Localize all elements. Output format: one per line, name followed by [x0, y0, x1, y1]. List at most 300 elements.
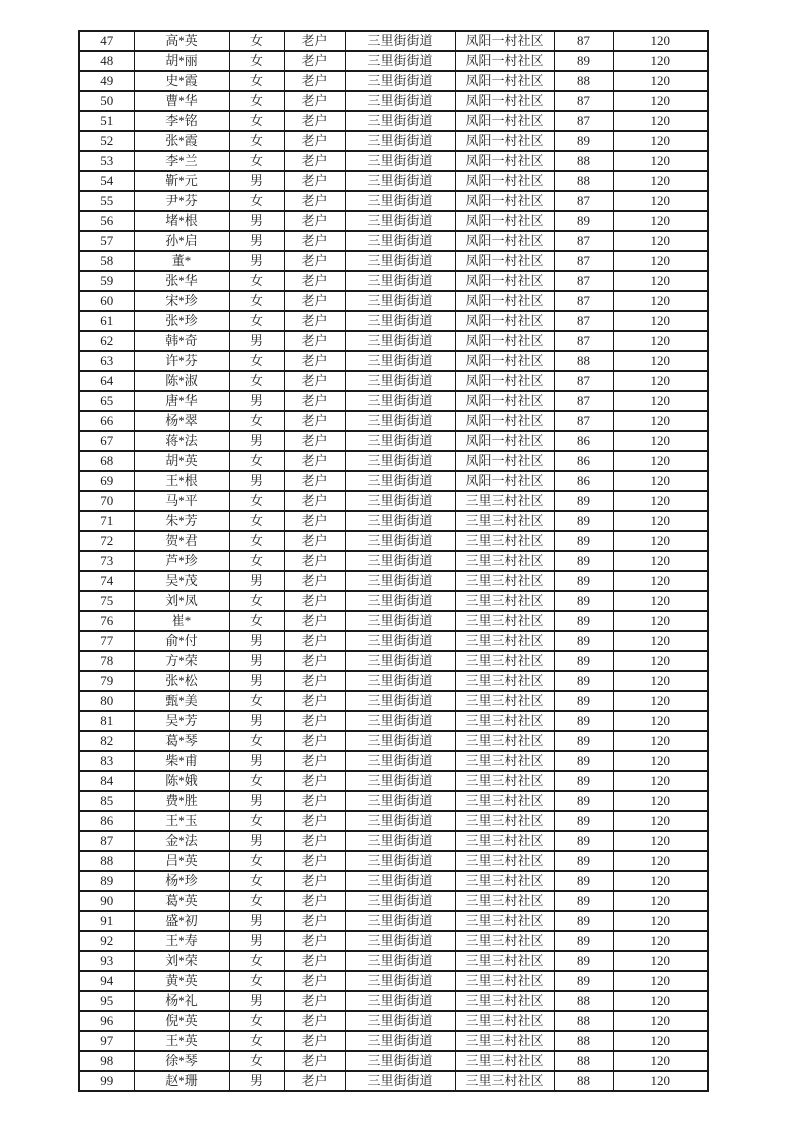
- cell-amount: 120: [613, 471, 708, 491]
- cell-community: 凤阳一村社区: [455, 251, 554, 271]
- cell-masked-name: 张*霞: [134, 131, 229, 151]
- cell-gender: 女: [229, 71, 284, 91]
- cell-row-number: 69: [79, 471, 134, 491]
- cell-amount: 120: [613, 651, 708, 671]
- cell-age: 87: [554, 331, 613, 351]
- table-row: [79, 131, 708, 151]
- cell-street: 三里街街道: [345, 731, 455, 751]
- cell-gender: 男: [229, 631, 284, 651]
- cell-community: 三里三村社区: [455, 651, 554, 671]
- cell-gender: 男: [229, 391, 284, 411]
- cell-masked-name: 芦*珍: [134, 551, 229, 571]
- cell-amount: 120: [613, 791, 708, 811]
- cell-street: 三里街街道: [345, 591, 455, 611]
- cell-age: 89: [554, 651, 613, 671]
- table-row: [79, 551, 708, 571]
- cell-community: 三里三村社区: [455, 751, 554, 771]
- cell-amount: 120: [613, 131, 708, 151]
- cell-gender: 女: [229, 191, 284, 211]
- cell-age: 87: [554, 191, 613, 211]
- cell-street: 三里街街道: [345, 791, 455, 811]
- cell-row-number: 85: [79, 791, 134, 811]
- cell-household-type: 老户: [284, 171, 345, 191]
- cell-amount: 120: [613, 611, 708, 631]
- cell-street: 三里街街道: [345, 571, 455, 591]
- cell-household-type: 老户: [284, 311, 345, 331]
- cell-gender: 男: [229, 1071, 284, 1091]
- cell-age: 89: [554, 611, 613, 631]
- cell-gender: 女: [229, 731, 284, 751]
- cell-street: 三里街街道: [345, 931, 455, 951]
- cell-household-type: 老户: [284, 851, 345, 871]
- cell-age: 89: [554, 751, 613, 771]
- table-row: [79, 231, 708, 251]
- cell-household-type: 老户: [284, 571, 345, 591]
- table-row: [79, 151, 708, 171]
- cell-amount: 120: [613, 291, 708, 311]
- cell-age: 89: [554, 831, 613, 851]
- cell-amount: 120: [613, 951, 708, 971]
- cell-gender: 女: [229, 451, 284, 471]
- cell-community: 三里三村社区: [455, 1071, 554, 1091]
- cell-age: 89: [554, 951, 613, 971]
- cell-row-number: 70: [79, 491, 134, 511]
- cell-household-type: 老户: [284, 811, 345, 831]
- table-row: [79, 871, 708, 891]
- table-row: [79, 491, 708, 511]
- cell-street: 三里街街道: [345, 531, 455, 551]
- cell-household-type: 老户: [284, 791, 345, 811]
- cell-street: 三里街街道: [345, 351, 455, 371]
- table-row: [79, 851, 708, 871]
- cell-age: 89: [554, 51, 613, 71]
- cell-row-number: 79: [79, 671, 134, 691]
- cell-row-number: 80: [79, 691, 134, 711]
- cell-amount: 120: [613, 171, 708, 191]
- cell-age: 89: [554, 571, 613, 591]
- cell-community: 三里三村社区: [455, 691, 554, 711]
- cell-gender: 女: [229, 1011, 284, 1031]
- cell-community: 凤阳一村社区: [455, 31, 554, 51]
- cell-masked-name: 堵*根: [134, 211, 229, 231]
- cell-household-type: 老户: [284, 1031, 345, 1051]
- cell-age: 88: [554, 351, 613, 371]
- cell-masked-name: 赵*珊: [134, 1071, 229, 1091]
- cell-age: 89: [554, 891, 613, 911]
- table-row: [79, 1031, 708, 1051]
- cell-masked-name: 方*荣: [134, 651, 229, 671]
- cell-household-type: 老户: [284, 411, 345, 431]
- cell-street: 三里街街道: [345, 391, 455, 411]
- cell-amount: 120: [613, 751, 708, 771]
- cell-amount: 120: [613, 1011, 708, 1031]
- cell-row-number: 84: [79, 771, 134, 791]
- cell-age: 89: [554, 131, 613, 151]
- cell-community: 三里三村社区: [455, 951, 554, 971]
- cell-household-type: 老户: [284, 611, 345, 631]
- cell-household-type: 老户: [284, 531, 345, 551]
- cell-household-type: 老户: [284, 251, 345, 271]
- table-row: [79, 671, 708, 691]
- cell-household-type: 老户: [284, 431, 345, 451]
- cell-masked-name: 崔*: [134, 611, 229, 631]
- cell-row-number: 61: [79, 311, 134, 331]
- cell-age: 87: [554, 31, 613, 51]
- cell-age: 86: [554, 431, 613, 451]
- cell-masked-name: 吕*英: [134, 851, 229, 871]
- cell-masked-name: 刘*凤: [134, 591, 229, 611]
- cell-household-type: 老户: [284, 671, 345, 691]
- cell-age: 89: [554, 791, 613, 811]
- cell-street: 三里街街道: [345, 671, 455, 691]
- cell-household-type: 老户: [284, 151, 345, 171]
- cell-street: 三里街街道: [345, 451, 455, 471]
- cell-community: 三里三村社区: [455, 731, 554, 751]
- cell-amount: 120: [613, 371, 708, 391]
- cell-masked-name: 盛*初: [134, 911, 229, 931]
- cell-gender: 男: [229, 991, 284, 1011]
- cell-gender: 女: [229, 851, 284, 871]
- table-row: [79, 291, 708, 311]
- cell-masked-name: 吴*芳: [134, 711, 229, 731]
- cell-row-number: 51: [79, 111, 134, 131]
- cell-masked-name: 胡*英: [134, 451, 229, 471]
- cell-row-number: 89: [79, 871, 134, 891]
- cell-masked-name: 高*英: [134, 31, 229, 51]
- cell-household-type: 老户: [284, 1051, 345, 1071]
- cell-household-type: 老户: [284, 731, 345, 751]
- cell-community: 三里三村社区: [455, 771, 554, 791]
- cell-street: 三里街街道: [345, 91, 455, 111]
- table-row: [79, 371, 708, 391]
- cell-masked-name: 费*胜: [134, 791, 229, 811]
- cell-masked-name: 尹*芬: [134, 191, 229, 211]
- cell-community: 凤阳一村社区: [455, 51, 554, 71]
- cell-masked-name: 贺*君: [134, 531, 229, 551]
- cell-masked-name: 徐*琴: [134, 1051, 229, 1071]
- cell-street: 三里街街道: [345, 131, 455, 151]
- cell-age: 89: [554, 551, 613, 571]
- cell-masked-name: 柴*甫: [134, 751, 229, 771]
- cell-street: 三里街街道: [345, 1011, 455, 1031]
- cell-amount: 120: [613, 491, 708, 511]
- cell-row-number: 72: [79, 531, 134, 551]
- table-row: [79, 911, 708, 931]
- cell-masked-name: 王*英: [134, 1031, 229, 1051]
- cell-gender: 男: [229, 331, 284, 351]
- cell-gender: 男: [229, 651, 284, 671]
- cell-community: 凤阳一村社区: [455, 271, 554, 291]
- cell-masked-name: 杨*翠: [134, 411, 229, 431]
- cell-masked-name: 陈*淑: [134, 371, 229, 391]
- table-row: [79, 1011, 708, 1031]
- cell-street: 三里街街道: [345, 151, 455, 171]
- cell-masked-name: 金*法: [134, 831, 229, 851]
- cell-age: 89: [554, 711, 613, 731]
- cell-row-number: 53: [79, 151, 134, 171]
- table-row: [79, 171, 708, 191]
- cell-age: 87: [554, 291, 613, 311]
- cell-amount: 120: [613, 711, 708, 731]
- cell-age: 89: [554, 631, 613, 651]
- cell-gender: 女: [229, 291, 284, 311]
- cell-household-type: 老户: [284, 871, 345, 891]
- cell-row-number: 73: [79, 551, 134, 571]
- cell-street: 三里街街道: [345, 211, 455, 231]
- cell-community: 三里三村社区: [455, 711, 554, 731]
- cell-age: 87: [554, 391, 613, 411]
- cell-community: 凤阳一村社区: [455, 451, 554, 471]
- cell-row-number: 47: [79, 31, 134, 51]
- cell-street: 三里街街道: [345, 771, 455, 791]
- cell-gender: 女: [229, 411, 284, 431]
- cell-amount: 120: [613, 71, 708, 91]
- cell-row-number: 93: [79, 951, 134, 971]
- cell-masked-name: 黄*英: [134, 971, 229, 991]
- table-row: [79, 111, 708, 131]
- cell-masked-name: 许*芬: [134, 351, 229, 371]
- cell-masked-name: 杨*珍: [134, 871, 229, 891]
- cell-gender: 男: [229, 231, 284, 251]
- cell-community: 三里三村社区: [455, 971, 554, 991]
- cell-community: 凤阳一村社区: [455, 111, 554, 131]
- cell-gender: 男: [229, 911, 284, 931]
- cell-age: 87: [554, 251, 613, 271]
- cell-row-number: 75: [79, 591, 134, 611]
- cell-amount: 120: [613, 811, 708, 831]
- cell-amount: 120: [613, 991, 708, 1011]
- cell-community: 凤阳一村社区: [455, 351, 554, 371]
- cell-community: 凤阳一村社区: [455, 91, 554, 111]
- cell-household-type: 老户: [284, 211, 345, 231]
- cell-age: 89: [554, 511, 613, 531]
- cell-row-number: 96: [79, 1011, 134, 1031]
- cell-gender: 女: [229, 871, 284, 891]
- cell-masked-name: 胡*丽: [134, 51, 229, 71]
- cell-street: 三里街街道: [345, 31, 455, 51]
- table-row: [79, 771, 708, 791]
- cell-household-type: 老户: [284, 951, 345, 971]
- cell-street: 三里街街道: [345, 831, 455, 851]
- cell-household-type: 老户: [284, 931, 345, 951]
- cell-community: 三里三村社区: [455, 591, 554, 611]
- resident-subsidy-table: [78, 30, 709, 1092]
- cell-street: 三里街街道: [345, 251, 455, 271]
- table-row: [79, 811, 708, 831]
- cell-gender: 女: [229, 1051, 284, 1071]
- cell-street: 三里街街道: [345, 1031, 455, 1051]
- cell-amount: 120: [613, 351, 708, 371]
- cell-household-type: 老户: [284, 511, 345, 531]
- cell-masked-name: 甄*美: [134, 691, 229, 711]
- cell-row-number: 60: [79, 291, 134, 311]
- cell-age: 86: [554, 451, 613, 471]
- cell-community: 三里三村社区: [455, 991, 554, 1011]
- cell-gender: 女: [229, 971, 284, 991]
- cell-amount: 120: [613, 771, 708, 791]
- cell-gender: 男: [229, 571, 284, 591]
- cell-row-number: 83: [79, 751, 134, 771]
- table-row: [79, 331, 708, 351]
- cell-street: 三里街街道: [345, 71, 455, 91]
- cell-amount: 120: [613, 411, 708, 431]
- cell-row-number: 68: [79, 451, 134, 471]
- table-row: [79, 651, 708, 671]
- table-row: [79, 31, 708, 51]
- cell-gender: 女: [229, 591, 284, 611]
- cell-masked-name: 俞*付: [134, 631, 229, 651]
- cell-row-number: 86: [79, 811, 134, 831]
- table-row: [79, 991, 708, 1011]
- table-row: [79, 1051, 708, 1071]
- cell-age: 88: [554, 151, 613, 171]
- cell-amount: 120: [613, 731, 708, 751]
- cell-age: 87: [554, 271, 613, 291]
- cell-amount: 120: [613, 51, 708, 71]
- cell-row-number: 67: [79, 431, 134, 451]
- cell-amount: 120: [613, 971, 708, 991]
- cell-amount: 120: [613, 871, 708, 891]
- cell-row-number: 77: [79, 631, 134, 651]
- cell-gender: 男: [229, 431, 284, 451]
- cell-community: 三里三村社区: [455, 571, 554, 591]
- cell-row-number: 92: [79, 931, 134, 951]
- cell-amount: 120: [613, 1031, 708, 1051]
- cell-community: 凤阳一村社区: [455, 131, 554, 151]
- cell-row-number: 48: [79, 51, 134, 71]
- cell-household-type: 老户: [284, 831, 345, 851]
- cell-community: 三里三村社区: [455, 911, 554, 931]
- cell-community: 凤阳一村社区: [455, 71, 554, 91]
- cell-gender: 男: [229, 711, 284, 731]
- cell-row-number: 49: [79, 71, 134, 91]
- cell-gender: 女: [229, 531, 284, 551]
- cell-community: 凤阳一村社区: [455, 411, 554, 431]
- cell-gender: 女: [229, 351, 284, 371]
- table-row: [79, 791, 708, 811]
- cell-gender: 女: [229, 811, 284, 831]
- cell-community: 三里三村社区: [455, 791, 554, 811]
- cell-masked-name: 靳*元: [134, 171, 229, 191]
- cell-row-number: 76: [79, 611, 134, 631]
- cell-age: 89: [554, 531, 613, 551]
- table-row: [79, 931, 708, 951]
- cell-gender: 女: [229, 271, 284, 291]
- cell-age: 88: [554, 1071, 613, 1091]
- cell-age: 87: [554, 231, 613, 251]
- cell-row-number: 81: [79, 711, 134, 731]
- cell-household-type: 老户: [284, 371, 345, 391]
- table-row: [79, 531, 708, 551]
- cell-age: 88: [554, 1051, 613, 1071]
- cell-row-number: 63: [79, 351, 134, 371]
- cell-amount: 120: [613, 891, 708, 911]
- cell-amount: 120: [613, 571, 708, 591]
- cell-street: 三里街街道: [345, 471, 455, 491]
- cell-household-type: 老户: [284, 271, 345, 291]
- cell-community: 凤阳一村社区: [455, 311, 554, 331]
- cell-street: 三里街街道: [345, 291, 455, 311]
- cell-gender: 男: [229, 831, 284, 851]
- cell-household-type: 老户: [284, 911, 345, 931]
- cell-row-number: 55: [79, 191, 134, 211]
- cell-street: 三里街街道: [345, 1071, 455, 1091]
- cell-age: 89: [554, 911, 613, 931]
- cell-community: 三里三村社区: [455, 851, 554, 871]
- cell-row-number: 52: [79, 131, 134, 151]
- cell-age: 89: [554, 671, 613, 691]
- cell-household-type: 老户: [284, 71, 345, 91]
- cell-age: 89: [554, 971, 613, 991]
- cell-street: 三里街街道: [345, 271, 455, 291]
- table-row: [79, 711, 708, 731]
- cell-gender: 女: [229, 111, 284, 131]
- cell-amount: 120: [613, 311, 708, 331]
- cell-amount: 120: [613, 671, 708, 691]
- cell-row-number: 87: [79, 831, 134, 851]
- cell-community: 三里三村社区: [455, 671, 554, 691]
- table-row: [79, 571, 708, 591]
- cell-gender: 男: [229, 931, 284, 951]
- cell-community: 三里三村社区: [455, 891, 554, 911]
- cell-street: 三里街街道: [345, 411, 455, 431]
- table-row: [79, 591, 708, 611]
- cell-amount: 120: [613, 391, 708, 411]
- table-row: [79, 731, 708, 751]
- cell-row-number: 71: [79, 511, 134, 531]
- cell-street: 三里街街道: [345, 691, 455, 711]
- cell-amount: 120: [613, 511, 708, 531]
- cell-gender: 女: [229, 551, 284, 571]
- table-row: [79, 451, 708, 471]
- cell-household-type: 老户: [284, 771, 345, 791]
- cell-row-number: 90: [79, 891, 134, 911]
- cell-community: 凤阳一村社区: [455, 171, 554, 191]
- table-row: [79, 891, 708, 911]
- cell-street: 三里街街道: [345, 851, 455, 871]
- cell-household-type: 老户: [284, 391, 345, 411]
- cell-gender: 男: [229, 171, 284, 191]
- cell-household-type: 老户: [284, 291, 345, 311]
- cell-masked-name: 唐*华: [134, 391, 229, 411]
- cell-row-number: 54: [79, 171, 134, 191]
- cell-masked-name: 曹*华: [134, 91, 229, 111]
- cell-street: 三里街街道: [345, 991, 455, 1011]
- cell-street: 三里街街道: [345, 371, 455, 391]
- cell-age: 87: [554, 111, 613, 131]
- cell-household-type: 老户: [284, 1071, 345, 1091]
- table-row: [79, 271, 708, 291]
- cell-household-type: 老户: [284, 491, 345, 511]
- cell-street: 三里街街道: [345, 751, 455, 771]
- cell-community: 凤阳一村社区: [455, 151, 554, 171]
- cell-amount: 120: [613, 1051, 708, 1071]
- cell-household-type: 老户: [284, 471, 345, 491]
- table-row: [79, 391, 708, 411]
- cell-gender: 男: [229, 211, 284, 231]
- cell-row-number: 94: [79, 971, 134, 991]
- cell-gender: 女: [229, 491, 284, 511]
- cell-masked-name: 王*根: [134, 471, 229, 491]
- cell-community: 凤阳一村社区: [455, 231, 554, 251]
- cell-household-type: 老户: [284, 891, 345, 911]
- cell-age: 87: [554, 371, 613, 391]
- cell-age: 89: [554, 691, 613, 711]
- table-row: [79, 951, 708, 971]
- cell-community: 三里三村社区: [455, 631, 554, 651]
- cell-row-number: 88: [79, 851, 134, 871]
- cell-row-number: 66: [79, 411, 134, 431]
